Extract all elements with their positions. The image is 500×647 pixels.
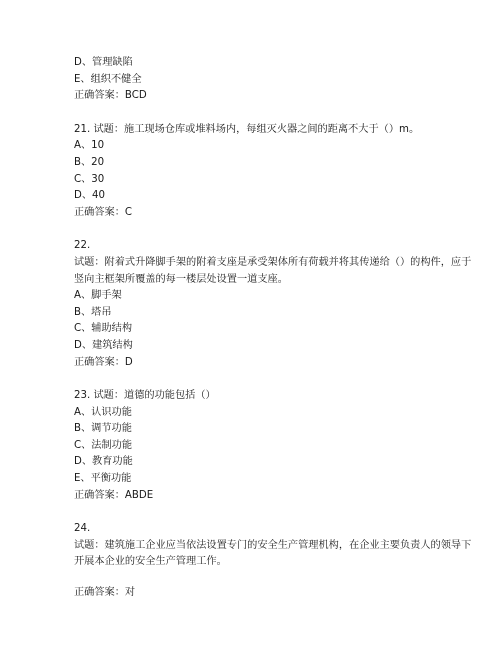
option-b: B、塔吊	[74, 306, 112, 318]
option-d: D、管理缺陷	[74, 57, 133, 68]
question-22	[74, 238, 472, 371]
option-a: A、脚手架	[74, 290, 122, 302]
question-stem-line-1: 试题：建筑施工企业应当依法设置专门的安全生产管理机构，在企业主要负责人的领导下	[74, 539, 472, 551]
question-stem-line-2: 竖向主框架所覆盖的每一楼层处设置一道支座。	[74, 273, 288, 285]
answer-line: 正确答案：BCD	[74, 90, 147, 102]
spacer	[74, 504, 444, 521]
question-number: 24.	[74, 523, 91, 535]
spacer	[74, 571, 444, 585]
answer-line: 正确答案：D	[74, 356, 133, 368]
question-number: 22.	[74, 240, 91, 252]
spacer	[74, 221, 444, 238]
option-e: E、平衡功能	[74, 473, 132, 485]
option-b: B、20	[74, 156, 105, 168]
option-c: C、30	[74, 173, 105, 185]
option-a: A、10	[74, 140, 105, 152]
question-21	[74, 122, 444, 222]
prev-question	[74, 55, 444, 105]
answer-line: 正确答案：ABDE	[74, 489, 154, 501]
option-d: D、教育功能	[74, 456, 133, 468]
option-b: B、调节功能	[74, 423, 132, 435]
answer-line: 正确答案：C	[74, 206, 133, 218]
option-c: C、辅助结构	[74, 323, 133, 335]
question-stem: 23. 试题：道德的功能包括（）	[74, 390, 216, 402]
question-23	[74, 388, 444, 504]
option-d: D、40	[74, 190, 105, 202]
question-24	[74, 521, 472, 601]
option-d: D、建筑结构	[74, 339, 133, 351]
question-stem-line-2: 开展本企业的安全生产管理工作。	[74, 556, 227, 568]
exam-page	[74, 55, 472, 602]
option-a: A、认识功能	[74, 406, 132, 418]
question-stem-line-1: 试题：附着式升降脚手架的附着支座是承受架体所有荷载并将其传递给（）的构件，应于	[74, 256, 472, 268]
option-c: C、法制功能	[74, 439, 133, 451]
question-stem: 21. 试题：施工现场仓库或堆料场内，每组灭火器之间的距离不大于（）m。	[74, 123, 420, 135]
spacer	[74, 105, 444, 122]
spacer	[74, 371, 444, 388]
answer-line: 正确答案：对	[74, 587, 136, 599]
option-e: E、组织不健全	[74, 73, 142, 85]
